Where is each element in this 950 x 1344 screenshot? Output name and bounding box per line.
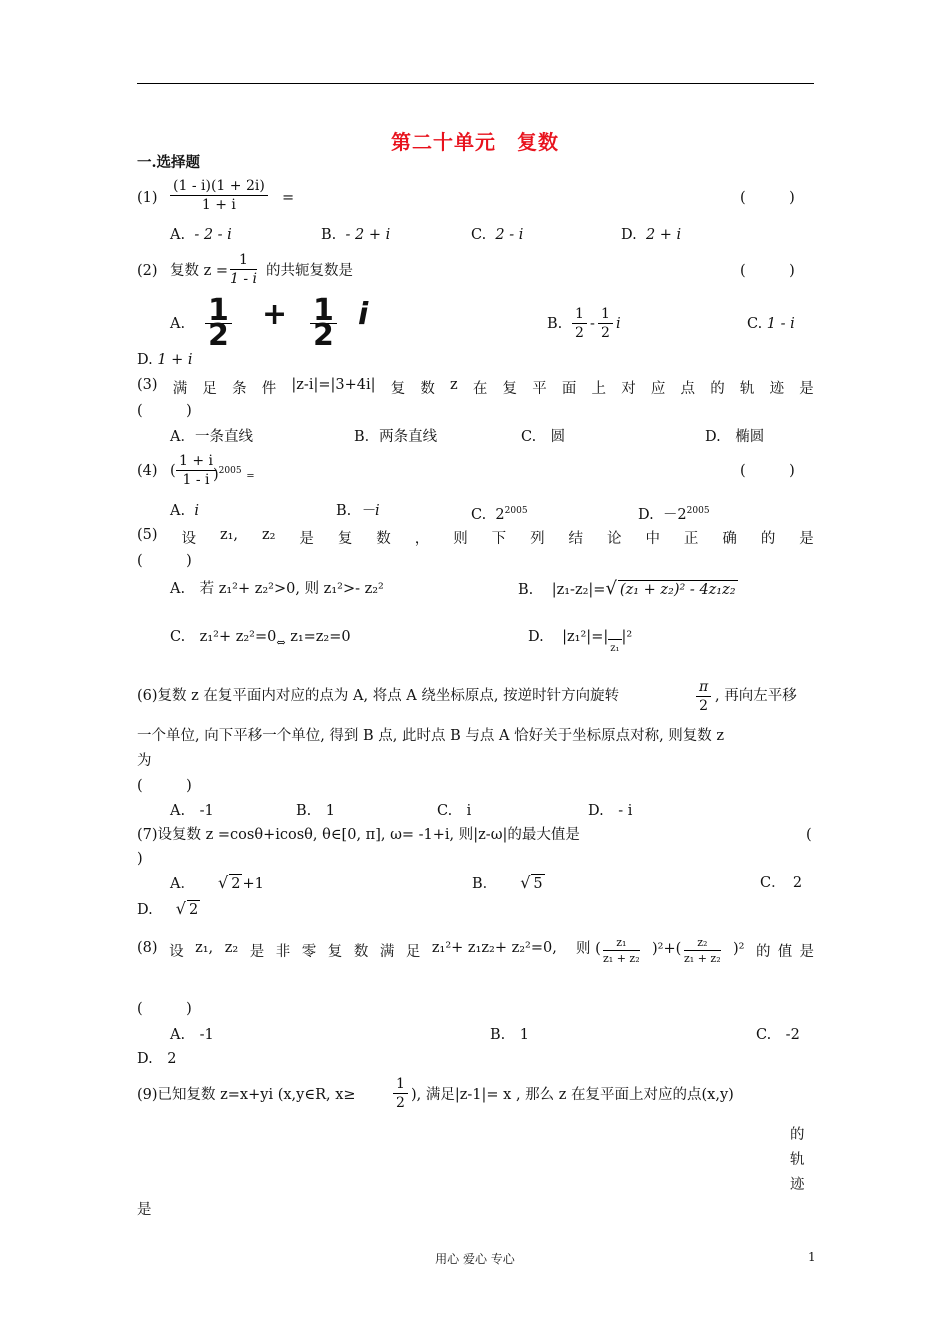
q8-fraction-1: $\frac{\text{z₁}}{\text{z₁ + z₂}}$ [603,936,640,965]
q2-option-b-frac2: $\frac{1}{2}$ [598,306,613,341]
q8-option-d: D. 2 [137,1051,177,1067]
q3-option-d: D. 椭圆 [705,429,765,445]
q5-stem-token: z₁, [219,527,239,543]
q5-option-c: C. $z_1^2+ z_2^2=0_\Leftrightarrow$ z₁=z₂=0 [170,629,351,649]
q8-stem-token: 复 [327,944,343,960]
q3-stem-token: 面 [561,381,577,397]
q6-line3: 为 [137,753,152,769]
q1-fraction [170,178,268,213]
q7-paren-open: ( [806,827,812,843]
q8-option-c: C. -2 [756,1027,800,1043]
page-title: 第二十单元 复数 [391,130,559,154]
q3-option-a: A．一条直线 [170,429,253,445]
q2-answer-blank: ( ) [740,263,795,279]
q2-option-b-i: i [616,316,621,332]
q8-stem-token: 足 [405,944,421,960]
q8-tail-token: 的 [756,944,771,960]
q1-number: (1) [137,190,158,206]
q5-stem-token: 下 [491,531,507,547]
q2-option-a-i: i [358,297,369,332]
q2-fraction [230,252,257,287]
q7-option-b: B． √ 5 [472,873,543,892]
q2-numerator: 1 [230,252,257,270]
q2-denominator: 1 - i [230,271,258,287]
q3-option-b: B．两条直线 [354,429,438,445]
page-number: 1 [808,1250,816,1264]
q3-stem-token: 应 [650,381,666,397]
q8-stem-token: 非 [275,944,291,960]
q3-stem-token: |z-i|=|3+4i| [291,377,376,393]
q5-option-a: A. 若 z₁²+ z₂²>0, 则 z₁²>- z₂² [170,581,384,597]
q2-option-a-plus: + [262,297,288,332]
q3-option-c: C. 圆 [521,429,566,445]
q8-expr-mid: )²+( [652,941,682,957]
q2-option-a-label: A. [170,316,186,332]
q9-tail: 是 [137,1202,152,1218]
q6-option-c: C. i [437,803,472,819]
q4-option-c: C. $2^{2005}$ [471,506,528,523]
q4-number: (4) [137,463,158,479]
q3-stem-token: 平 [532,381,547,397]
q5-stem-token: 则 [453,531,468,547]
q5-option-b: B. |z₁-z₂|=√ (z₁ + z₂)² - 4z₁z₂ [518,578,736,599]
q1-option-c: C. 2 - i [471,227,524,243]
q7-paren-close: ) [137,851,143,867]
q9-vertical-2: 轨 [790,1152,805,1168]
q5-stem-token: 结 [568,531,584,547]
q2-option-d: D. 1 + i [137,352,193,368]
q5-stem-token: 的 [760,531,776,547]
q3-stem-token: z [450,377,458,393]
q6-line2: 一个单位, 向下平移一个单位, 得到 B 点, 此时点 B 与点 A 恰好关于坐标原点对称, 则复数 z [137,728,725,744]
q7-stem: (7)设复数 z =cosθ+icosθ, θ∈[0, π], ω= -1+i, 则|z-ω|的最大值是 [137,827,580,843]
q2-stem: 复数 z = [170,263,229,279]
q5-stem-token: 复 [337,531,353,547]
q3-stem-token: 足 [202,381,217,397]
q3-stem-token: 是 [799,381,814,397]
page-footer: 用心 爱心 专心 [435,1252,515,1266]
q5-stem-token: z₂ [261,527,276,543]
q6-option-b: B. 1 [296,803,335,819]
q8-stem-token: z₂ [224,940,239,956]
q8-tail-token: 是 [799,944,814,960]
q8-tail-token: 值 [777,944,793,960]
q1-denominator: 1 + i [201,197,236,213]
q2-option-b-frac1: $\frac{1}{2}$ [572,306,587,341]
q6-line1: (6)复数 z 在复平面内对应的点为 A, 将点 A 绕坐标原点, 按逆时针方向旋转 [137,688,620,704]
q6-line1-tail: , 再向左平移 [715,688,797,704]
q2-option-c: C. 1 - i [747,316,795,332]
q5-stem-token: ， [414,531,430,547]
q3-answer-blank: ( ) [137,403,192,419]
q6-answer-blank: ( ) [137,778,192,794]
q4-answer-blank: ( ) [740,463,795,479]
q4-paren-open: ( [170,463,176,479]
q5-stem-token: 数 [376,531,391,547]
q8-stem-tail [756,940,814,961]
q2-option-a-frac2: $\frac{1}{2}$ [310,300,337,347]
q5-stem-token: 中 [645,531,660,547]
q7-option-d: D. √ 2 [137,899,199,918]
q3-stem-token: 轨 [739,381,755,397]
q2-number: (2) [137,263,158,279]
q3-stem-token: 点 [680,381,696,397]
q4-option-a: A. i [170,503,199,519]
q6-pi-fraction: $\frac{\pi}{2}$ [696,679,711,714]
q8-stem-token: (8) [137,940,158,956]
q1-option-d: D. 2 + i [621,227,682,243]
q3-stem-token: 复 [390,381,406,397]
q8-stem-token: z₁, [195,940,214,956]
q2-option-b-label: B. [547,316,563,332]
q5-option-d: D. |z₁²|=|z₁|² [528,628,632,648]
q7-option-c: C． 2 [760,875,803,891]
q3-stem-token: 上 [591,381,607,397]
q5-stem [137,527,814,548]
q8-option-b: B. 1 [490,1027,529,1043]
q5-stem-token: 确 [722,531,737,547]
q2-option-a-frac1: $\frac{1}{2}$ [205,300,232,347]
q9-vertical-1: 的 [790,1127,805,1143]
q8-stem-token: 设 [169,944,184,960]
q5-stem-token: 列 [530,531,545,547]
q8-stem-token: 数 [353,944,369,960]
q3-stem-token: (3) [137,377,158,393]
q9-half-fraction: $\frac{1}{2}$ [393,1076,408,1111]
q8-stem-token: 零 [301,944,317,960]
q8-stem [137,940,557,961]
q1-option-b: B. - 2 + i [321,227,391,243]
q8-answer-blank: ( ) [137,1001,192,1017]
q8-fraction-2: $\frac{\text{z₂}}{\text{z₁ + z₂}}$ [684,936,721,965]
q8-expr-open: 则 ( [576,941,601,957]
q4-option-d: D. $-2^{2005}$ [638,506,710,523]
q8-stem-token: 满 [379,944,395,960]
q7-option-a: A． √ 2 +1 [170,873,264,892]
q5-stem-token: 正 [683,531,699,547]
q9-stem-tail: ), 满足|z-1|= x , 那么 z 在复平面上对应的点(x,y) [411,1087,734,1103]
q1-option-a: A. - 2 - i [170,227,232,243]
q8-stem-token: z₁²+ z₁z₂+ z₂²=0, [431,940,557,956]
q5-stem-token: 是 [299,531,314,547]
q6-option-a: A. -1 [170,803,214,819]
q5-answer-blank: ( ) [137,553,192,569]
q5-stem-token: 设 [181,531,196,547]
q8-expr-close: )² [733,941,745,957]
q4-fraction: $\frac{1 + i}{1 - i}$ [176,453,216,488]
q3-stem-token: 在 [472,381,488,397]
q9-vertical-3: 迹 [790,1177,805,1193]
q1-numerator: (1 - i)(1 + 2i) [170,178,268,196]
q6-option-d: D. - i [588,803,633,819]
q4-paren-close: )$^{2005}$ = [213,466,255,483]
q2-stem-tail: 的共轭复数是 [266,263,353,279]
header-rule [137,83,814,84]
q1-answer-blank: ( ) [740,190,795,206]
q3-stem-token: 条 [232,381,247,397]
q3-stem-token: 复 [502,381,518,397]
q4-option-b: B. －i [336,503,380,519]
q9-stem: (9)已知复数 z=x+yi (x,y∈R, x≥ [137,1087,356,1103]
q5-stem-token: 是 [799,531,814,547]
q3-stem-token: 满 [172,381,188,397]
q1-equals: = [282,190,295,206]
section-heading: 一.选择题 [137,154,201,171]
q2-option-b-minus: - [590,316,595,332]
q5-stem-token: (5) [137,527,158,543]
q8-stem-token: 是 [249,944,265,960]
q8-option-a: A. -1 [170,1027,214,1043]
q5-stem-token: 论 [607,531,622,547]
q3-stem-token: 数 [420,381,435,397]
q3-stem [137,377,814,398]
q3-stem-token: 的 [710,381,725,397]
q3-stem-token: 迹 [769,381,785,397]
q3-stem-token: 件 [261,381,277,397]
q3-stem-token: 对 [621,381,636,397]
